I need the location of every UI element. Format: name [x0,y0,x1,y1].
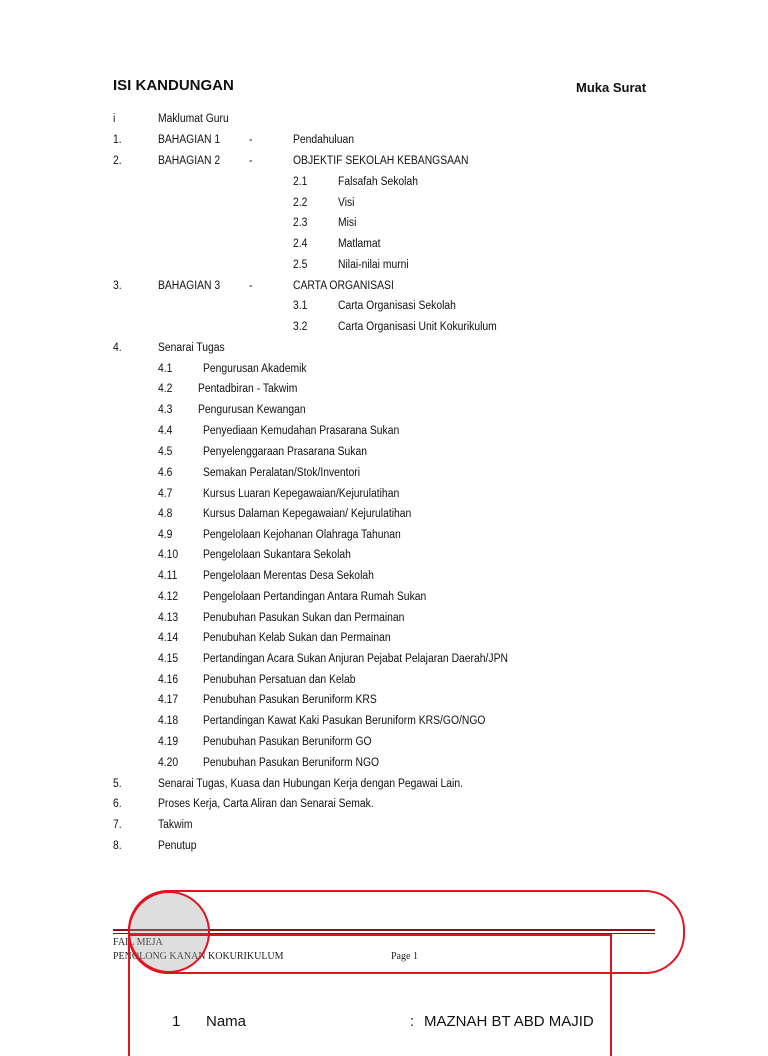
toc-row [0,464,691,482]
toc-c2: 4.8 [157,508,173,520]
toc-c3: Pertandingan Acara Sukan Anjuran Pejabat Pelajaran Daerah/JPN [202,653,508,665]
toc-c2: Takwim [157,819,193,831]
toc-row [0,422,691,440]
toc-row [0,152,691,170]
toc-c4: 3.1 [292,300,308,312]
toc-row [0,526,691,544]
toc-row [0,110,691,128]
toc-row [0,318,691,336]
page-number-header: Muka Surat [576,80,647,95]
toc-c1: 6. [112,798,122,810]
toc-row [0,775,691,793]
toc-c4: 2.5 [292,259,308,271]
toc-row [0,380,691,398]
toc-c2: Penutup [157,840,197,852]
toc-c1: 2. [112,155,122,167]
toc-c3: Penubuhan Kelab Sukan dan Permainan [202,632,391,644]
toc-c3: Penyelenggaraan Prasarana Sukan [202,446,367,458]
toc-row [0,443,691,461]
toc-c2: Maklumat Guru [157,113,229,125]
toc-c2: 4.17 [157,694,179,706]
toc-c3: Pengelolaan Merentas Desa Sekolah [202,570,374,582]
next-page-row-label: Nama [206,1013,247,1030]
toc-c3: Kursus Luaran Kepegawaian/Kejurulatihan [202,488,400,500]
toc-c3: Pengurusan Akademik [202,363,307,375]
toc-c4: 2.4 [292,238,308,250]
toc-row [0,733,691,751]
toc-c3: Pengelolaan Sukantara Sekolah [202,549,351,561]
toc-row [0,588,691,606]
toc-row [0,754,691,772]
toc-c1: i [112,113,116,125]
toc-row [0,297,691,315]
toc-c3: Penubuhan Pasukan Sukan dan Permainan [202,612,405,624]
toc-row [0,214,691,232]
toc-c3: Penubuhan Pasukan Beruniform NGO [202,757,380,769]
toc-row [0,401,691,419]
toc-c4: Pendahuluan [292,134,355,146]
toc-row [0,173,691,191]
toc-c5: Visi [337,197,355,209]
toc-c3: Penubuhan Pasukan Beruniform GO [202,736,372,748]
toc-row [0,691,691,709]
toc-c3: Kursus Dalaman Kepegawaian/ Kejurulatihan [202,508,412,520]
page-title: ISI KANDUNGAN [113,77,234,94]
toc-c2: 4.14 [157,632,179,644]
toc-c3: - [248,280,253,292]
toc-row [0,671,691,689]
toc-row [0,505,691,523]
toc-row [0,131,691,149]
toc-row [0,339,691,357]
toc-c1: 8. [112,840,122,852]
toc-row [0,816,691,834]
footer-page-number: Page 1 [391,951,418,962]
toc-c4: CARTA ORGANISASI [292,280,394,292]
toc-row [0,567,691,585]
toc-c3: Pengelolaan Pertandingan Antara Rumah Sukan [202,591,427,603]
toc-c3: Pertandingan Kawat Kaki Pasukan Beruniform KRS/GO/NGO [202,715,486,727]
toc-c2: BAHAGIAN 3 [157,280,221,292]
footer-line-1: FAIL MEJA [113,937,163,948]
toc-c2: 4.6 [157,467,173,479]
toc-c3: Penubuhan Pasukan Beruniform KRS [202,694,377,706]
toc-c2: BAHAGIAN 1 [157,134,221,146]
toc-c2: Senarai Tugas [157,342,225,354]
toc-row [0,795,691,813]
toc-row [0,235,691,253]
toc-c3: - [248,134,253,146]
toc-c2: 4.19 [157,736,179,748]
toc-row [0,650,691,668]
toc-c3: Pengelolaan Kejohanan Olahraga Tahunan [202,529,401,541]
toc-c1: 7. [112,819,122,831]
toc-c5: Carta Organisasi Sekolah [337,300,456,312]
toc-c2: 4.1 [157,363,173,375]
toc-c5: Carta Organisasi Unit Kokurikulum [337,321,497,333]
toc-c1: 5. [112,778,122,790]
toc-c3: Pengurusan Kewangan [198,404,306,416]
toc-c3: Penyediaan Kemudahan Prasarana Sukan [202,425,400,437]
toc-row [0,360,691,378]
toc-c2: 4.13 [157,612,179,624]
toc-c2: 4.2 [157,383,173,395]
toc-c2: 4.12 [157,591,179,603]
toc-row [0,546,691,564]
toc-c2: 4.18 [157,715,179,727]
toc-c5: Misi [337,217,357,229]
next-page-row-value: MAZNAH BT ABD MAJID [424,1013,594,1030]
toc-c5: Nilai-nilai murni [337,259,409,271]
toc-c2: Senarai Tugas, Kuasa dan Hubungan Kerja dengan Pegawai Lain. [157,778,463,790]
toc-c5: Falsafah Sekolah [337,176,418,188]
toc-c3: Semakan Peralatan/Stok/Inventori [202,467,361,479]
toc-row [0,629,691,647]
toc-row [0,712,691,730]
toc-c4: 2.2 [292,197,308,209]
toc-c3: Pentadbiran - Takwim [198,383,298,395]
toc-c1: 3. [112,280,122,292]
toc-c3: - [248,155,253,167]
next-page-row-separator: : [410,1013,415,1030]
toc-c2: 4.10 [157,549,179,561]
toc-row [0,837,691,855]
toc-c2: 4.15 [157,653,179,665]
footer-line-2: PENOLONG KANAN KOKURIKULUM [113,951,284,962]
toc-c4: OBJEKTIF SEKOLAH KEBANGSAAN [292,155,469,167]
toc-row [0,609,691,627]
toc-c4: 2.1 [292,176,308,188]
toc-c4: 2.3 [292,217,308,229]
toc-c2: 4.9 [157,529,173,541]
toc-c2: 4.11 [157,570,178,582]
next-page-row-number: 1 [172,1013,181,1030]
toc-c2: 4.4 [157,425,173,437]
toc-c5: Matlamat [337,238,381,250]
annotation-box [128,934,612,1056]
toc-c3: Penubuhan Persatuan dan Kelab [202,674,356,686]
toc-c2: 4.3 [157,404,173,416]
toc-c2: Proses Kerja, Carta Aliran dan Senarai Semak. [157,798,374,810]
toc-row [0,485,691,503]
toc-c4: 3.2 [292,321,308,333]
toc-c2: 4.20 [157,757,179,769]
toc-row [0,256,691,274]
toc-row [0,194,691,212]
toc-c1: 1. [112,134,122,146]
toc-c2: 4.16 [157,674,179,686]
toc-row [0,277,691,295]
toc-c2: BAHAGIAN 2 [157,155,221,167]
toc-c1: 4. [112,342,122,354]
toc-c2: 4.7 [157,488,173,500]
toc-c2: 4.5 [157,446,173,458]
